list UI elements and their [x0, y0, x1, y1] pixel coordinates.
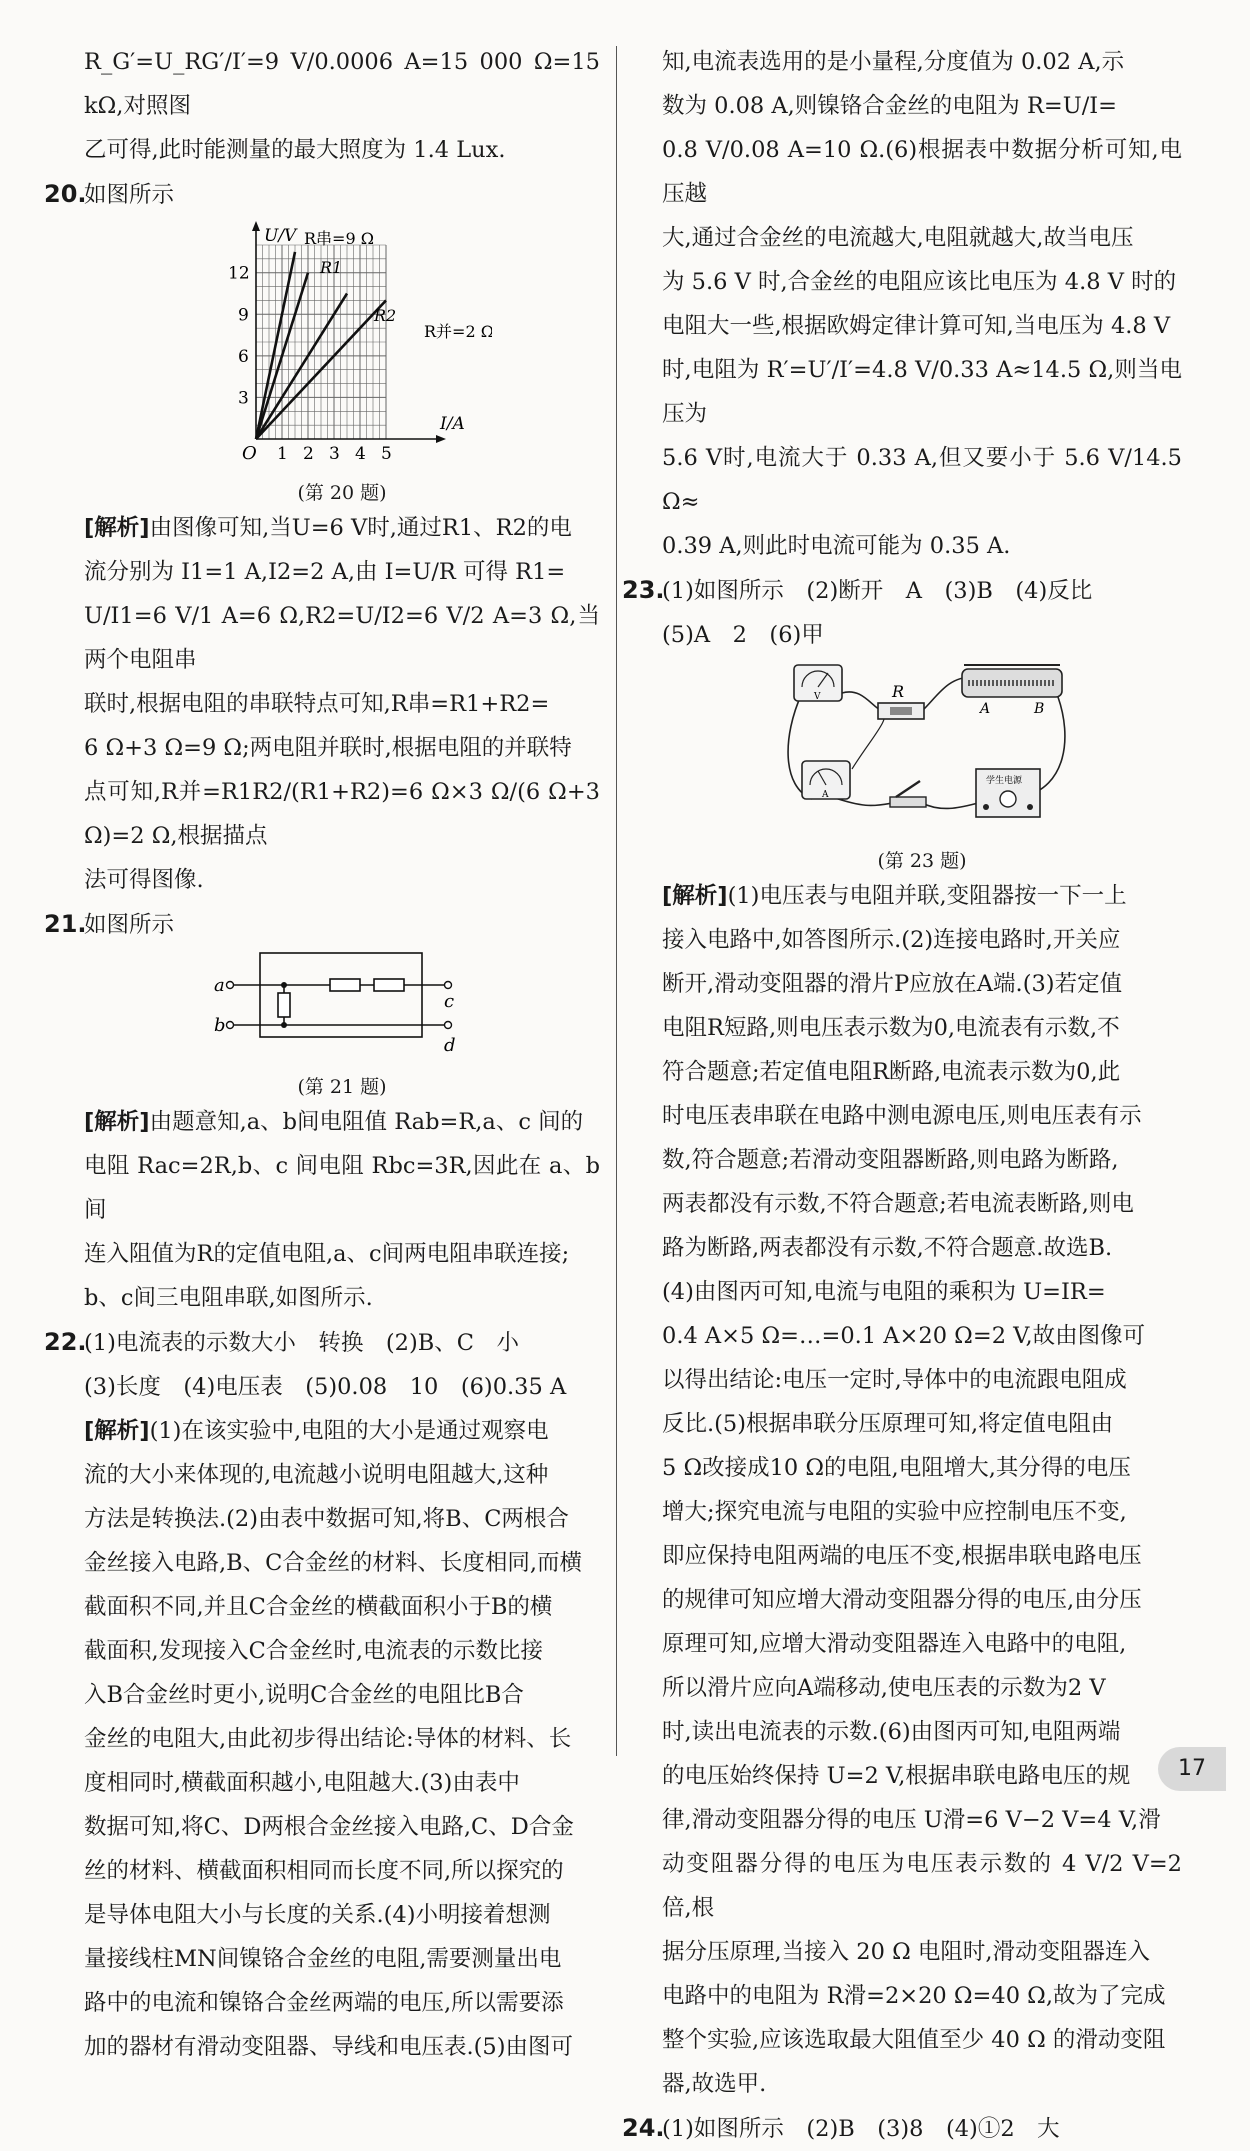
resistor-symbol — [278, 993, 290, 1017]
analysis-line: [解析]由题意知,a、b间电阻值 Rab=R,a、c 间的 — [84, 1109, 584, 1135]
text-line: 知,电流表选用的是小量程,分度值为 0.02 A,示 — [662, 49, 1125, 75]
question-number: 24. — [622, 2114, 665, 2142]
question-number: 23. — [622, 576, 665, 604]
analysis-line: 法可得图像. — [84, 867, 204, 893]
answer-line: (3)长度 (4)电压表 (5)0.08 10 (6)0.35 A — [84, 1374, 567, 1400]
figure-20 — [84, 217, 600, 506]
analysis-line: 据分压原理,当接入 20 Ω 电阻时,滑动变阻器连入 — [662, 1939, 1151, 1965]
switch — [890, 781, 926, 807]
series-label: R并=2 Ω — [424, 322, 492, 341]
text-line: 时,电阻为 R′=U′/I′=4.8 V/0.33 A≈14.5 Ω,则当电压为 — [662, 357, 1182, 427]
analysis-tag: [解析] — [84, 1109, 150, 1135]
figure-caption: (第 23 题) — [877, 850, 967, 872]
analysis-tag: [解析] — [84, 515, 150, 541]
resistor-symbol — [330, 979, 360, 991]
analysis-line: 方法是转换法.(2)由表中数据可知,将B、C两根合 — [84, 1506, 569, 1532]
x-tick-label: 4 — [355, 444, 366, 464]
terminal-label: A — [980, 701, 991, 717]
analysis-line: 原理可知,应增大滑动变阻器连入电路中的电阻, — [662, 1631, 1127, 1657]
question-number: 22. — [44, 1328, 87, 1356]
rheostat — [962, 665, 1062, 717]
analysis-line: 反比.(5)根据串联分压原理可知,将定值电阻由 — [662, 1411, 1114, 1437]
wire — [842, 692, 882, 711]
meter-label: A — [822, 790, 829, 800]
analysis-line: [解析](1)电压表与电阻并联,变阻器按一下一上 — [662, 883, 1127, 909]
text-line: 电阻大一些,根据欧姆定律计算可知,当电压为 4.8 V — [662, 313, 1171, 339]
component-label: R — [892, 682, 905, 701]
figure-23 — [662, 657, 1182, 874]
analysis-line: 丝的材料、横截面积相同而长度不同,所以探究的 — [84, 1858, 564, 1884]
series-label: R1 — [320, 258, 343, 277]
text-line: 0.8 V/0.08 A=10 Ω.(6)根据表中数据分析可知,电压越 — [662, 137, 1182, 207]
analysis-line: 器,故选甲. — [662, 2071, 767, 2097]
ammeter — [802, 761, 850, 800]
analysis-line: [解析]由图像可知,当U=6 V时,通过R1、R2的电 — [84, 515, 572, 541]
terminal-label: a — [214, 975, 225, 996]
figure-21 — [84, 947, 600, 1100]
text-line: 5.6 V时,电流大于 0.33 A,但又要小于 5.6 V/14.5 Ω≈ — [662, 445, 1182, 515]
analysis-line: 加的器材有滑动变阻器、导线和电压表.(5)由图可 — [84, 2034, 574, 2060]
terminal — [227, 982, 234, 989]
analysis-line: 截面积,发现接入C合金丝时,电流表的示数比接 — [84, 1638, 544, 1664]
x-axis-label: I/A — [440, 414, 465, 434]
analysis-line: 点可知,R并=R1R2/(R1+R2)=6 Ω×3 Ω/(6 Ω+3 Ω)=2 Ω,根据描点 — [84, 779, 600, 849]
answer: (1)如图所示 (2)B (3)8 (4)①2 大 — [662, 2116, 1060, 2142]
analysis-line: [解析](1)在该实验中,电阻的大小是通过观察电 — [84, 1418, 549, 1444]
text-line: 为 5.6 V 时,合金丝的电阻应该比电压为 4.8 V 时的 — [662, 269, 1177, 295]
analysis-line: 金丝的电阻大,由此初步得出结论:导体的材料、长 — [84, 1726, 572, 1752]
x-tick-label: 1 — [277, 444, 288, 464]
analysis-line: 动变阻器分得的电压为电压表示数的 4 V/2 V=2 倍,根 — [662, 1851, 1182, 1921]
analysis-line: 流分别为 I1=1 A,I2=2 A,由 I=U/R 可得 R1= — [84, 559, 566, 585]
answer: (1)电流表的示数大小 转换 (2)B、C 小 — [84, 1330, 519, 1356]
question-24 — [622, 2106, 1182, 2151]
analysis-line: 连入阻值为R的定值电阻,a、c间两电阻串联连接; — [84, 1241, 570, 1267]
terminal — [227, 1022, 234, 1029]
meter-label: V — [814, 692, 821, 702]
analysis-line: 接入电路中,如答图所示.(2)连接电路时,开关应 — [662, 927, 1121, 953]
analysis-line: 时电压表串联在电路中测电源电压,则电压表有示 — [662, 1103, 1142, 1129]
terminal-label: b — [214, 1015, 226, 1036]
analysis-line: 6 Ω+3 Ω=9 Ω;两电阻并联时,根据电阻的并联特 — [84, 735, 572, 761]
analysis-line: 是导体电阻大小与长度的关系.(4)小明接着想测 — [84, 1902, 551, 1928]
question-23 — [622, 568, 1182, 613]
u-i-graph — [192, 217, 492, 465]
figure-caption: (第 21 题) — [297, 1076, 387, 1098]
analysis-line: 截面积不同,并且C合金丝的横截面积小于B的横 — [84, 1594, 553, 1620]
terminal-label: c — [444, 991, 455, 1012]
page-number: 17 — [1158, 1747, 1226, 1791]
y-tick-label: 12 — [228, 263, 250, 284]
answer: 如图所示 — [84, 182, 175, 208]
analysis-line: 电阻 Rac=2R,b、c 间电阻 Rbc=3R,因此在 a、b 间 — [84, 1153, 600, 1223]
analysis-line: 0.4 A×5 Ω=…=0.1 A×20 Ω=2 V,故由图像可 — [662, 1323, 1146, 1349]
x-tick-label: 2 — [303, 444, 314, 464]
y-tick-label: 9 — [238, 305, 249, 326]
analysis-line: 两表都没有示数,不符合题意;若电流表断路,则电 — [662, 1191, 1134, 1217]
analysis-line: 断开,滑动变阻器的滑片P应放在A端.(3)若定值 — [662, 971, 1123, 997]
analysis-line: 律,滑动变阻器分得的电压 U滑=6 V−2 V=4 V,滑 — [662, 1807, 1161, 1833]
text-line: 乙可得,此时能测量的最大照度为 1.4 Lux. — [84, 137, 506, 163]
series-label: R2 — [374, 306, 397, 325]
text-line: 0.39 A,则此时电流可能为 0.35 A. — [662, 533, 1011, 559]
circuit-diagram-21 — [212, 947, 472, 1059]
analysis-line: 以得出结论:电压一定时,导体中的电流跟电阻成 — [662, 1367, 1127, 1393]
supply-label: 学生电源 — [986, 776, 1023, 786]
question-number: 21. — [44, 910, 87, 938]
terminal-label: B — [1034, 701, 1045, 717]
analysis-line: 数,符合题意;若滑动变阻器断路,则电路为断路, — [662, 1147, 1119, 1173]
y-axis-label: U/V — [264, 226, 297, 246]
answer: 如图所示 — [84, 912, 175, 938]
text-line: 数为 0.08 A,则镍铬合金丝的电阻为 R=U/I= — [662, 93, 1118, 119]
analysis-line: 数据可知,将C、D两根合金丝接入电路,C、D合金 — [84, 1814, 574, 1840]
analysis-line: U/I1=6 V/1 A=6 Ω,R2=U/I2=6 V/2 A=3 Ω,当两个电阻串 — [84, 603, 600, 673]
analysis-line: 路中的电流和镍铬合金丝两端的电压,所以需要添 — [84, 1990, 564, 2016]
y-axis-arrow — [252, 221, 260, 231]
analysis-22 — [84, 1409, 600, 2069]
text-line: R_G′=U_RG′/I′=9 V/0.0006 A=15 000 Ω=15 kΩ,对照图 — [84, 49, 600, 119]
analysis-21 — [84, 1100, 600, 1320]
voltmeter — [794, 665, 842, 702]
origin-label: O — [242, 443, 257, 464]
power-supply — [976, 769, 1040, 817]
analysis-line: 增大;探究电流与电阻的实验中应控制电压不变, — [662, 1499, 1127, 1525]
analysis-line: 电阻R短路,则电压表示数为0,电流表有示数,不 — [662, 1015, 1120, 1041]
right-column — [622, 40, 1182, 2151]
text-line: 大,通过合金丝的电流越大,电阻就越大,故当电压 — [662, 225, 1134, 251]
analysis-line: 所以滑片应向A端移动,使电压表的示数为2 V — [662, 1675, 1106, 1701]
resistor-symbol — [374, 979, 404, 991]
answer-line: (5)A 2 (6)甲 — [662, 622, 824, 648]
analysis-line: (4)由图丙可知,电流与电阻的乘积为 U=IR= — [662, 1279, 1106, 1305]
analysis-line: 度相同时,横截面积越小,电阻越大.(3)由表中 — [84, 1770, 520, 1796]
wire — [922, 803, 978, 808]
analysis-line: 的电压始终保持 U=2 V,根据串联电路电压的规 — [662, 1763, 1131, 1789]
x-tick-label: 5 — [381, 444, 392, 464]
analysis-line: 的规律可知应增大滑动变阻器分得的电压,由分压 — [662, 1587, 1142, 1613]
junction-dot — [281, 1022, 287, 1028]
question-number: 20. — [44, 180, 87, 208]
analysis-line: 入B合金丝时更小,说明C合金丝的电阻比B合 — [84, 1682, 524, 1708]
analysis-line: 整个实验,应该选取最大阻值至少 40 Ω 的滑动变阻 — [662, 2027, 1166, 2053]
analysis-line: 5 Ω改接成10 Ω的电阻,电阻增大,其分得的电压 — [662, 1455, 1131, 1481]
terminal-label: d — [444, 1035, 456, 1056]
figure-caption: (第 20 题) — [297, 482, 387, 504]
tick-labels — [228, 264, 392, 464]
circuit-photo-23 — [772, 657, 1072, 833]
x-tick-label: 3 — [329, 444, 340, 464]
analysis-line: 流的大小来体现的,电流越小说明电阻越大,这种 — [84, 1462, 549, 1488]
analysis-20 — [84, 506, 600, 902]
analysis-line: 联时,根据电阻的串联特点可知,R串=R1+R2= — [84, 691, 550, 717]
analysis-23 — [662, 874, 1182, 2106]
analysis-tag: [解析] — [662, 883, 728, 909]
resistor-r — [878, 682, 924, 719]
analysis-line: 符合题意;若定值电阻R断路,电流表示数为0,此 — [662, 1059, 1121, 1085]
terminal — [445, 1022, 452, 1029]
series-label: R串=9 Ω — [304, 229, 374, 248]
analysis-tag: [解析] — [84, 1418, 150, 1444]
analysis-line: 电路中的电阻为 R滑=2×20 Ω=40 Ω,故为了完成 — [662, 1983, 1166, 2009]
junction-dot — [281, 982, 287, 988]
answer: (1)如图所示 (2)断开 A (3)B (4)反比 — [662, 578, 1093, 604]
y-tick-label: 3 — [238, 388, 249, 409]
column-divider — [616, 46, 617, 1756]
left-column — [44, 40, 600, 2069]
question-20 — [44, 172, 600, 217]
y-tick-label: 6 — [238, 346, 249, 367]
question-21 — [44, 902, 600, 947]
question-22 — [44, 1320, 600, 1365]
x-axis-arrow — [436, 435, 446, 443]
analysis-line: 时,读出电流表的示数.(6)由图丙可知,电阻两端 — [662, 1719, 1121, 1745]
analysis-line: 即应保持电阻两端的电压不变,根据串联电路电压 — [662, 1543, 1142, 1569]
analysis-line: 金丝接入电路,B、C合金丝的材料、长度相同,而横 — [84, 1550, 583, 1576]
analysis-line: 路为断路,两表都没有示数,不符合题意.故选B. — [662, 1235, 1113, 1261]
analysis-line: b、c间三电阻串联,如图所示. — [84, 1285, 373, 1311]
terminal — [445, 982, 452, 989]
analysis-line: 量接线柱MN间镍铬合金丝的电阻,需要测量出电 — [84, 1946, 562, 1972]
